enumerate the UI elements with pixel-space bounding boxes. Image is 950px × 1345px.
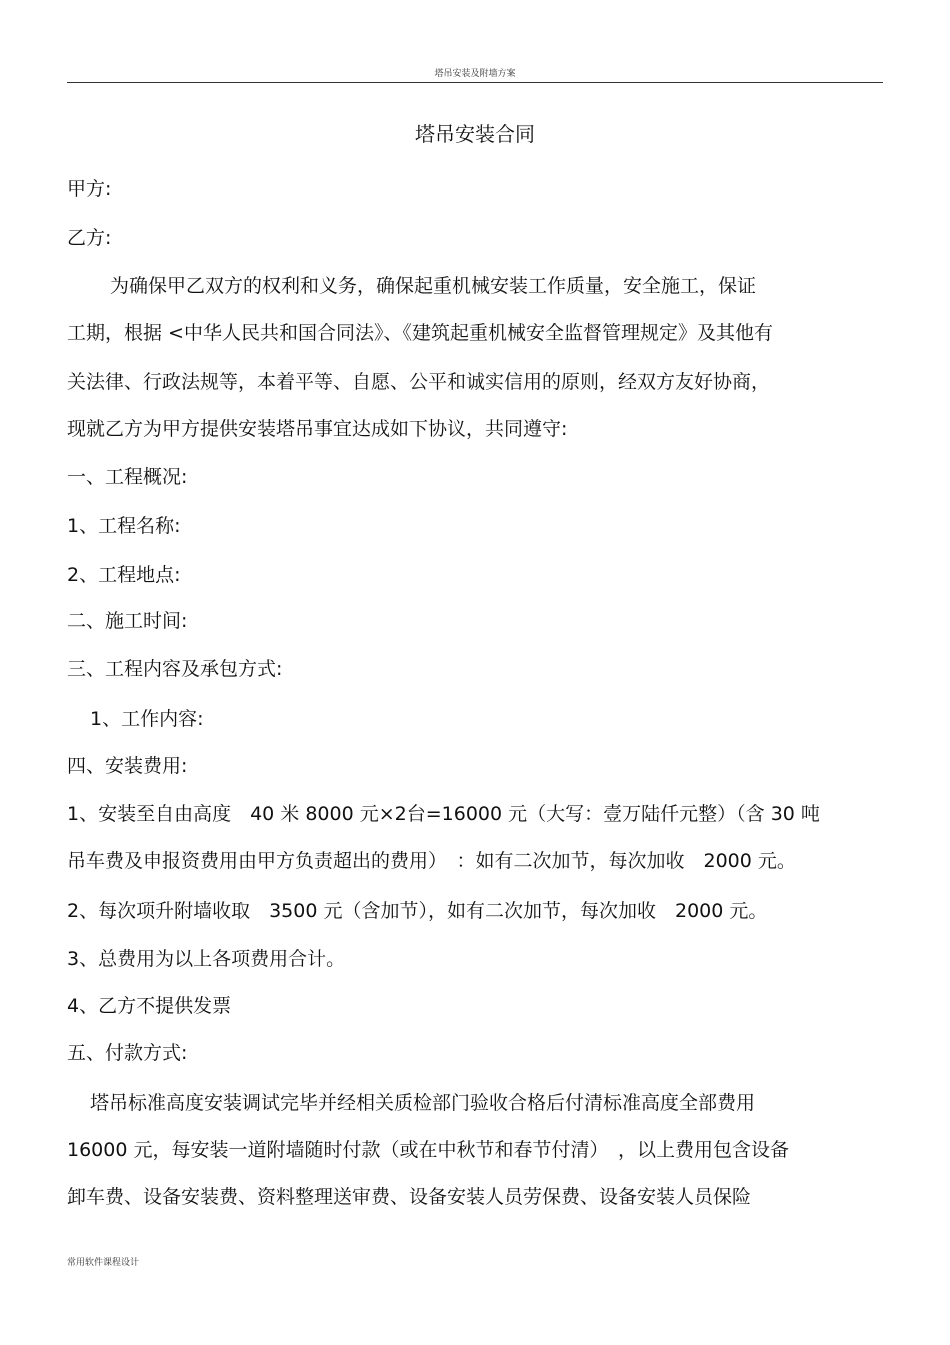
section-heading-2: 二、施工时间: [67,610,188,632]
intro-paragraph-line-2: 工期，根据 <中华人民共和国合同法》、《建筑起重机械安全监督管理规定》及其他有 [67,322,773,344]
payment-paragraph-line-1: 塔吊标准高度安装调试完毕并经相关质检部门验收合格后付清标准高度全部费用 [90,1092,756,1114]
section-heading-1: 一、工程概况: [67,466,188,488]
party-a-line: 甲方: [67,178,112,200]
payment-paragraph-line-3: 卸车费、设备安装费、资料整理送审费、设备安装人员劳保费、设备安装人员保险 [67,1186,752,1208]
fee-item-1-line-2: 吊车费及申报资费用由甲方负责超出的费用） ：如有二次加节，每次加收 2000 元。 [67,850,796,872]
page-footer: 常用软件课程设计 [67,1258,140,1268]
work-content-line: 1、工作内容: [90,708,204,730]
project-name-line: 1、工程名称: [67,515,181,537]
document-title: 塔吊安装合同 [415,122,535,146]
intro-paragraph-line-1: 为确保甲乙双方的权利和义务，确保起重机械安装工作质量，安全施工，保证 [110,275,757,297]
intro-paragraph-line-4: 现就乙方为甲方提供安装塔吊事宜达成如下协议，共同遵守: [67,418,568,440]
fee-item-1-line-1: 1、安装至自由高度 40 米 8000 元×2台=16000 元（大写：壹万陆仟元整）（含 30 吨 [67,803,820,825]
payment-paragraph-line-2: 16000 元，每安装一道附墙随时付款（或在中秋节和春节付清） ，以上费用包含设备 [67,1139,789,1161]
section-heading-4: 四、安装费用: [67,755,188,777]
section-heading-3: 三、工程内容及承包方式: [67,658,283,680]
party-b-line: 乙方: [67,227,112,249]
project-location-line: 2、工程地点: [67,564,181,586]
section-heading-5: 五、付款方式: [67,1042,188,1064]
header-rule [67,82,883,83]
page-header: 塔吊安装及附墙方案 [434,69,516,79]
fee-item-4: 4、乙方不提供发票 [67,995,232,1017]
fee-item-3: 3、总费用为以上各项费用合计。 [67,948,346,970]
fee-item-2: 2、每次项升附墙收取 3500 元（含加节），如有二次加节，每次加收 2000 元。 [67,900,768,922]
intro-paragraph-line-3: 关法律、行政法规等，本着平等、自愿、公平和诚实信用的原则，经双方友好协商， [67,371,771,393]
